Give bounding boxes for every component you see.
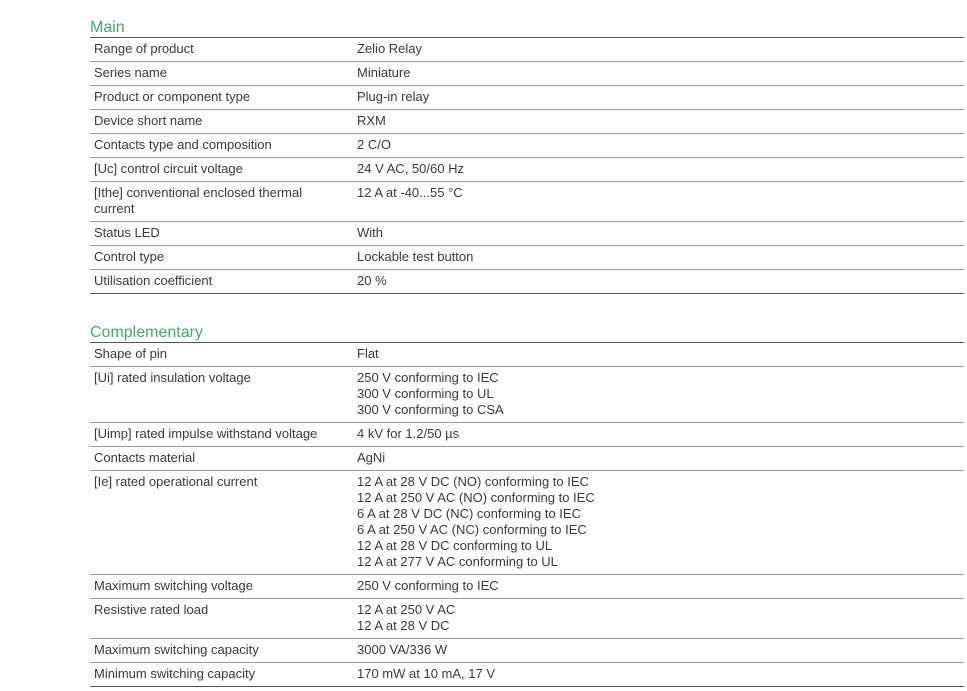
spec-label: Range of product (90, 38, 353, 62)
complementary-spec-table (90, 343, 964, 687)
spec-value-line: 250 V conforming to IEC (357, 370, 499, 385)
spec-label: Shape of pin (90, 343, 353, 367)
spec-row (90, 663, 964, 687)
complementary-section (90, 323, 964, 687)
spec-value (353, 62, 964, 86)
spec-value (353, 367, 964, 423)
spec-value (353, 38, 964, 62)
spec-label: [Ithe] conventional enclosed thermal current (90, 182, 353, 222)
spec-label: Maximum switching voltage (90, 575, 353, 599)
spec-value-line: 6 A at 250 V AC (NC) conforming to IEC (357, 522, 587, 537)
spec-value-line: 12 A at 28 V DC conforming to UL (357, 538, 553, 553)
spec-value-line: 12 A at 28 V DC (NO) conforming to IEC (357, 474, 589, 489)
spec-row (90, 86, 964, 110)
spec-value-line: 300 V conforming to UL (357, 386, 494, 401)
spec-label: [Ui] rated insulation voltage (90, 367, 353, 423)
spec-value-line: 20 % (357, 273, 387, 288)
main-spec-table (90, 38, 964, 294)
spec-label: Maximum switching capacity (90, 639, 353, 663)
spec-value-line: 4 kV for 1.2/50 µs (357, 426, 460, 441)
spec-label: Minimum switching capacity (90, 663, 353, 687)
spec-value (353, 663, 964, 687)
spec-row (90, 62, 964, 86)
spec-row (90, 575, 964, 599)
spec-label: [Uimp] rated impulse withstand voltage (90, 423, 353, 447)
spec-row (90, 38, 964, 62)
spec-value (353, 599, 964, 639)
spec-value-line: Flat (357, 346, 379, 361)
spec-row (90, 270, 964, 294)
spec-row (90, 447, 964, 471)
spec-value (353, 134, 964, 158)
spec-row (90, 471, 964, 575)
spec-row (90, 246, 964, 270)
spec-label: Status LED (90, 222, 353, 246)
spec-value (353, 423, 964, 447)
spec-label: Product or component type (90, 86, 353, 110)
spec-value-line: 12 A at 250 V AC (NO) conforming to IEC (357, 490, 595, 505)
spec-row (90, 639, 964, 663)
spec-value (353, 222, 964, 246)
spec-row (90, 599, 964, 639)
spec-value-line: 24 V AC, 50/60 Hz (357, 161, 464, 176)
spec-label: [Ie] rated operational current (90, 471, 353, 575)
spec-row (90, 110, 964, 134)
spec-value (353, 471, 964, 575)
complementary-spec-rows (90, 343, 964, 687)
spec-value (353, 639, 964, 663)
spec-row (90, 158, 964, 182)
spec-value-line: 12 A at 277 V AC conforming to UL (357, 554, 558, 569)
spec-value-line: Lockable test button (357, 249, 474, 264)
spec-value-line: Miniature (357, 65, 411, 80)
spec-value (353, 110, 964, 134)
spec-value-line: 2 C/O (357, 137, 391, 152)
spec-label: Device short name (90, 110, 353, 134)
spec-value-line: 12 A at -40...55 °C (357, 185, 463, 200)
spec-value-line: With (357, 225, 383, 240)
spec-label: Utilisation coefficient (90, 270, 353, 294)
spec-value (353, 158, 964, 182)
spec-value (353, 447, 964, 471)
main-spec-rows (90, 38, 964, 294)
spec-value-line: RXM (357, 113, 386, 128)
spec-value-line: 12 A at 250 V AC (357, 602, 456, 617)
spec-row (90, 222, 964, 246)
spec-value-line: AgNi (357, 450, 386, 465)
spec-value-line: 3000 VA/336 W (357, 642, 448, 657)
spec-value-line: 250 V conforming to IEC (357, 578, 499, 593)
spec-value (353, 575, 964, 599)
spec-label: Contacts material (90, 447, 353, 471)
spec-row (90, 182, 964, 222)
spec-value-line: 12 A at 28 V DC (357, 618, 450, 633)
spec-label: Contacts type and composition (90, 134, 353, 158)
spec-row (90, 423, 964, 447)
spec-value-line: 300 V conforming to CSA (357, 402, 504, 417)
spec-value-line: Plug-in relay (357, 89, 430, 104)
spec-row (90, 367, 964, 423)
spec-label: Resistive rated load (90, 599, 353, 639)
spec-label: [Uc] control circuit voltage (90, 158, 353, 182)
spec-row (90, 134, 964, 158)
spec-value (353, 246, 964, 270)
spec-value (353, 343, 964, 367)
spec-row (90, 343, 964, 367)
complementary-section-title: Complementary (90, 323, 964, 343)
main-section-title: Main (90, 18, 964, 38)
spec-value (353, 270, 964, 294)
spec-value (353, 182, 964, 222)
main-section (90, 18, 964, 294)
spec-value-line: Zelio Relay (357, 41, 423, 56)
spec-label: Control type (90, 246, 353, 270)
spec-value (353, 86, 964, 110)
spec-value-line: 170 mW at 10 mA, 17 V (357, 666, 496, 681)
spec-label: Series name (90, 62, 353, 86)
spec-value-line: 6 A at 28 V DC (NC) conforming to IEC (357, 506, 581, 521)
